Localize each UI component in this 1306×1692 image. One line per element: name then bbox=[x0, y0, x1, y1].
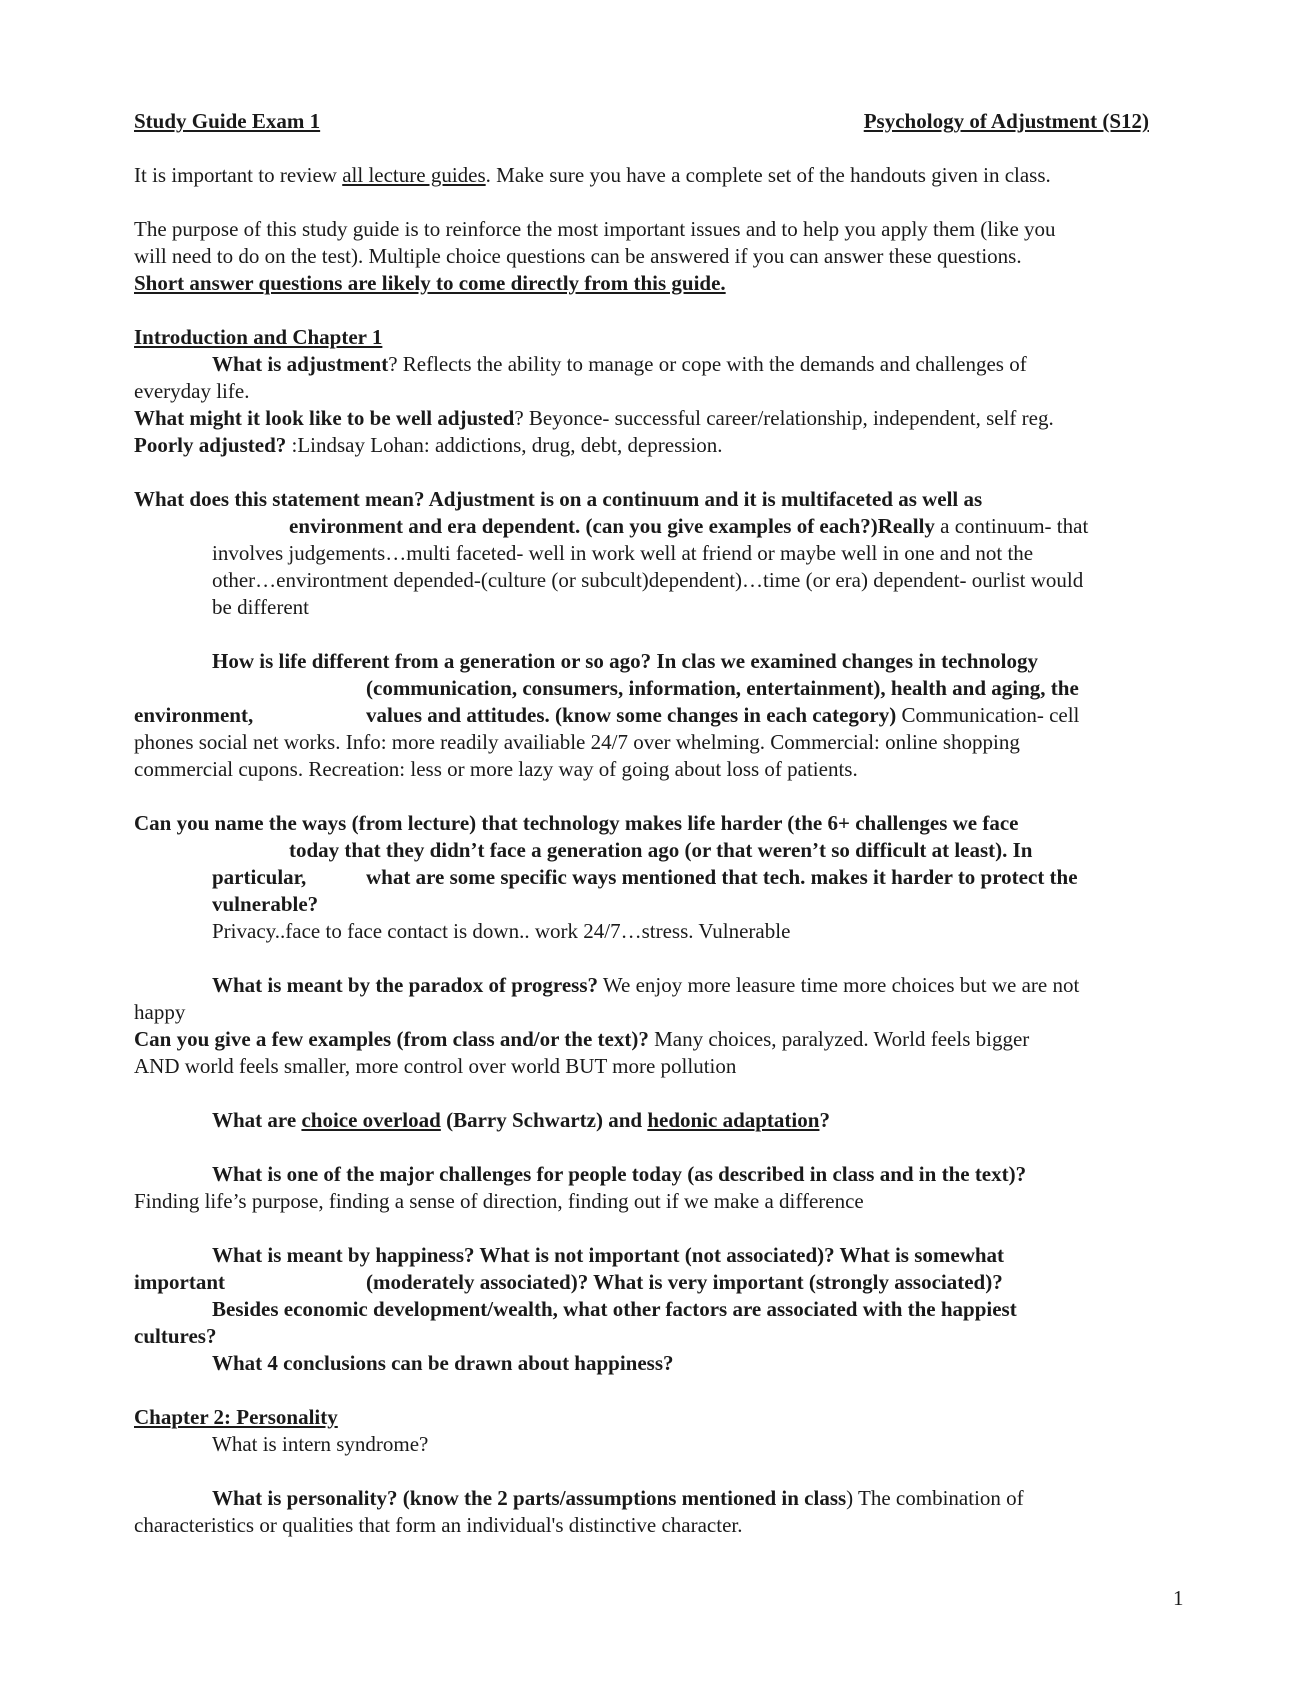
answer-text: Communication- cell bbox=[896, 703, 1080, 727]
answer-line: other…environtment depended-(culture (or subcult)dependent)…time (or era) dependent- ourlist would bbox=[212, 568, 1084, 592]
question-adjustment bbox=[134, 351, 1194, 378]
answer-line: phones social net works. Info: more readily availiable 24/7 over whelming. Commercial: online shopping bbox=[134, 730, 1020, 754]
answer-line: be different bbox=[212, 595, 309, 619]
question-text: What is personality? (know the 2 parts/assumptions mentioned in class bbox=[212, 1486, 847, 1510]
question-happiness-line-5: What 4 conclusions can be drawn about happiness? bbox=[212, 1351, 674, 1375]
question-text: ? bbox=[819, 1108, 830, 1132]
question-generation-line-3 bbox=[134, 702, 1194, 729]
answer-line: involves judgements…multi faceted- well in work well at friend or maybe well in one and not the bbox=[212, 541, 1034, 565]
question-text: environment and era dependent. (can you give examples of each?)Really bbox=[289, 514, 935, 538]
question-text: What is adjustment bbox=[212, 352, 389, 376]
text: It is important to review bbox=[134, 163, 343, 187]
question-poorly-adjusted bbox=[134, 432, 1194, 459]
answer-text: a continuum- that bbox=[934, 514, 1089, 538]
question-text: Can you give a few examples (from class and/or the text)? bbox=[134, 1027, 649, 1051]
answer-line: Finding life’s purpose, finding a sense of direction, finding out if we make a difference bbox=[134, 1189, 864, 1213]
question-examples bbox=[134, 1026, 1194, 1053]
question-happiness-line-2 bbox=[134, 1269, 1194, 1296]
question-technology-line-2: today that they didn’t face a generation ago (or that weren’t so difficult at least). In bbox=[289, 838, 1033, 862]
answer-line: Privacy..face to face contact is down.. work 24/7…stress. Vulnerable bbox=[212, 919, 791, 943]
document-body bbox=[134, 108, 1194, 1539]
question-text: What is meant by the paradox of progress? bbox=[212, 973, 598, 997]
question-paradox bbox=[134, 972, 1194, 999]
question-major-challenge: What is one of the major challenges for people today (as described in class and in the text)? bbox=[212, 1162, 1027, 1186]
intro-paragraph-2-line-2: will need to do on the test). Multiple choice questions can be answered if you can answer these questions. bbox=[134, 244, 1022, 268]
text: . Make sure you have a complete set of the handouts given in class. bbox=[485, 163, 1051, 187]
question-text: environment, bbox=[134, 703, 254, 727]
section-heading-ch1: Introduction and Chapter 1 bbox=[134, 325, 383, 349]
question-happiness-line-1: What is meant by happiness? What is not important (not associated)? What is somewhat bbox=[212, 1243, 1005, 1267]
question-text: values and attitudes. (know some changes in each category) bbox=[366, 703, 897, 727]
answer-text: ) The combination of bbox=[846, 1486, 1024, 1510]
question-text: What are bbox=[212, 1108, 302, 1132]
question-well-adjusted bbox=[134, 405, 1194, 432]
answer-text: :Lindsay Lohan: addictions, drug, debt, depression. bbox=[286, 433, 723, 457]
question-personality bbox=[134, 1485, 1194, 1512]
page-number: 1 bbox=[1173, 1586, 1184, 1610]
question-happiness-line-4: cultures? bbox=[134, 1324, 217, 1348]
question-text: Poorly adjusted? bbox=[134, 433, 287, 457]
question-text: (moderately associated)? What is very important (strongly associated)? bbox=[366, 1270, 1003, 1294]
answer-line: commercial cupons. Recreation: less or more lazy way of going about loss of patients. bbox=[134, 757, 858, 781]
question-generation-line-2: (communication, consumers, information, entertainment), health and aging, the bbox=[366, 676, 1079, 700]
underlined-text: all lecture guides bbox=[342, 163, 486, 187]
answer-line: happy bbox=[134, 1000, 186, 1024]
question-technology-line-3 bbox=[134, 864, 1194, 891]
answer-line: characteristics or qualities that form an individual's distinctive character. bbox=[134, 1513, 743, 1537]
answer-text: We enjoy more leasure time more choices but we are not bbox=[598, 973, 1080, 997]
question-text: particular, bbox=[212, 865, 307, 889]
answer-text: Many choices, paralyzed. World feels bigger bbox=[648, 1027, 1030, 1051]
answer-line: AND world feels smaller, more control over world BUT more pollution bbox=[134, 1054, 737, 1078]
header bbox=[134, 108, 1149, 135]
question-text: important bbox=[134, 1270, 225, 1294]
question-choice-overload bbox=[134, 1107, 1194, 1134]
question-text: (Barry Schwartz) and bbox=[440, 1108, 648, 1132]
intro-paragraph-1 bbox=[134, 162, 1194, 189]
answer-line: everyday life. bbox=[134, 379, 250, 403]
question-text: What might it look like to be well adjusted bbox=[134, 406, 515, 430]
question-technology-line-4: vulnerable? bbox=[212, 892, 319, 916]
underlined-term: choice overload bbox=[301, 1108, 441, 1132]
question-statement-line-1: What does this statement mean? Adjustment is on a continuum and it is multifaceted as well as bbox=[134, 487, 983, 511]
section-heading-ch2: Chapter 2: Personality bbox=[134, 1405, 338, 1429]
answer-text: ? Beyonce- successful career/relationship, independent, self reg. bbox=[514, 406, 1054, 430]
question-generation-line-1: How is life different from a generation or so ago? In clas we examined changes in technology bbox=[212, 649, 1038, 673]
question-technology-line-1: Can you name the ways (from lecture) that technology makes life harder (the 6+ challenges we face bbox=[134, 811, 1019, 835]
question-happiness-line-3: Besides economic development/wealth, what other factors are associated with the happiest bbox=[212, 1297, 1017, 1321]
question-text: what are some specific ways mentioned that tech. makes it harder to protect the bbox=[366, 865, 1078, 889]
question-statement-line-2 bbox=[134, 513, 1194, 540]
question-intern-syndrome: What is intern syndrome? bbox=[212, 1432, 429, 1456]
intro-paragraph-2-line-1: The purpose of this study guide is to reinforce the most important issues and to help you apply them (like you bbox=[134, 217, 1056, 241]
underlined-term: hedonic adaptation bbox=[647, 1108, 820, 1132]
header-right: Psychology of Adjustment (S12) bbox=[863, 109, 1149, 133]
answer-text: ? Reflects the ability to manage or cope with the demands and challenges of bbox=[388, 352, 1027, 376]
header-left: Study Guide Exam 1 bbox=[134, 109, 321, 133]
intro-paragraph-2-line-3: Short answer questions are likely to come directly from this guide. bbox=[134, 271, 726, 295]
